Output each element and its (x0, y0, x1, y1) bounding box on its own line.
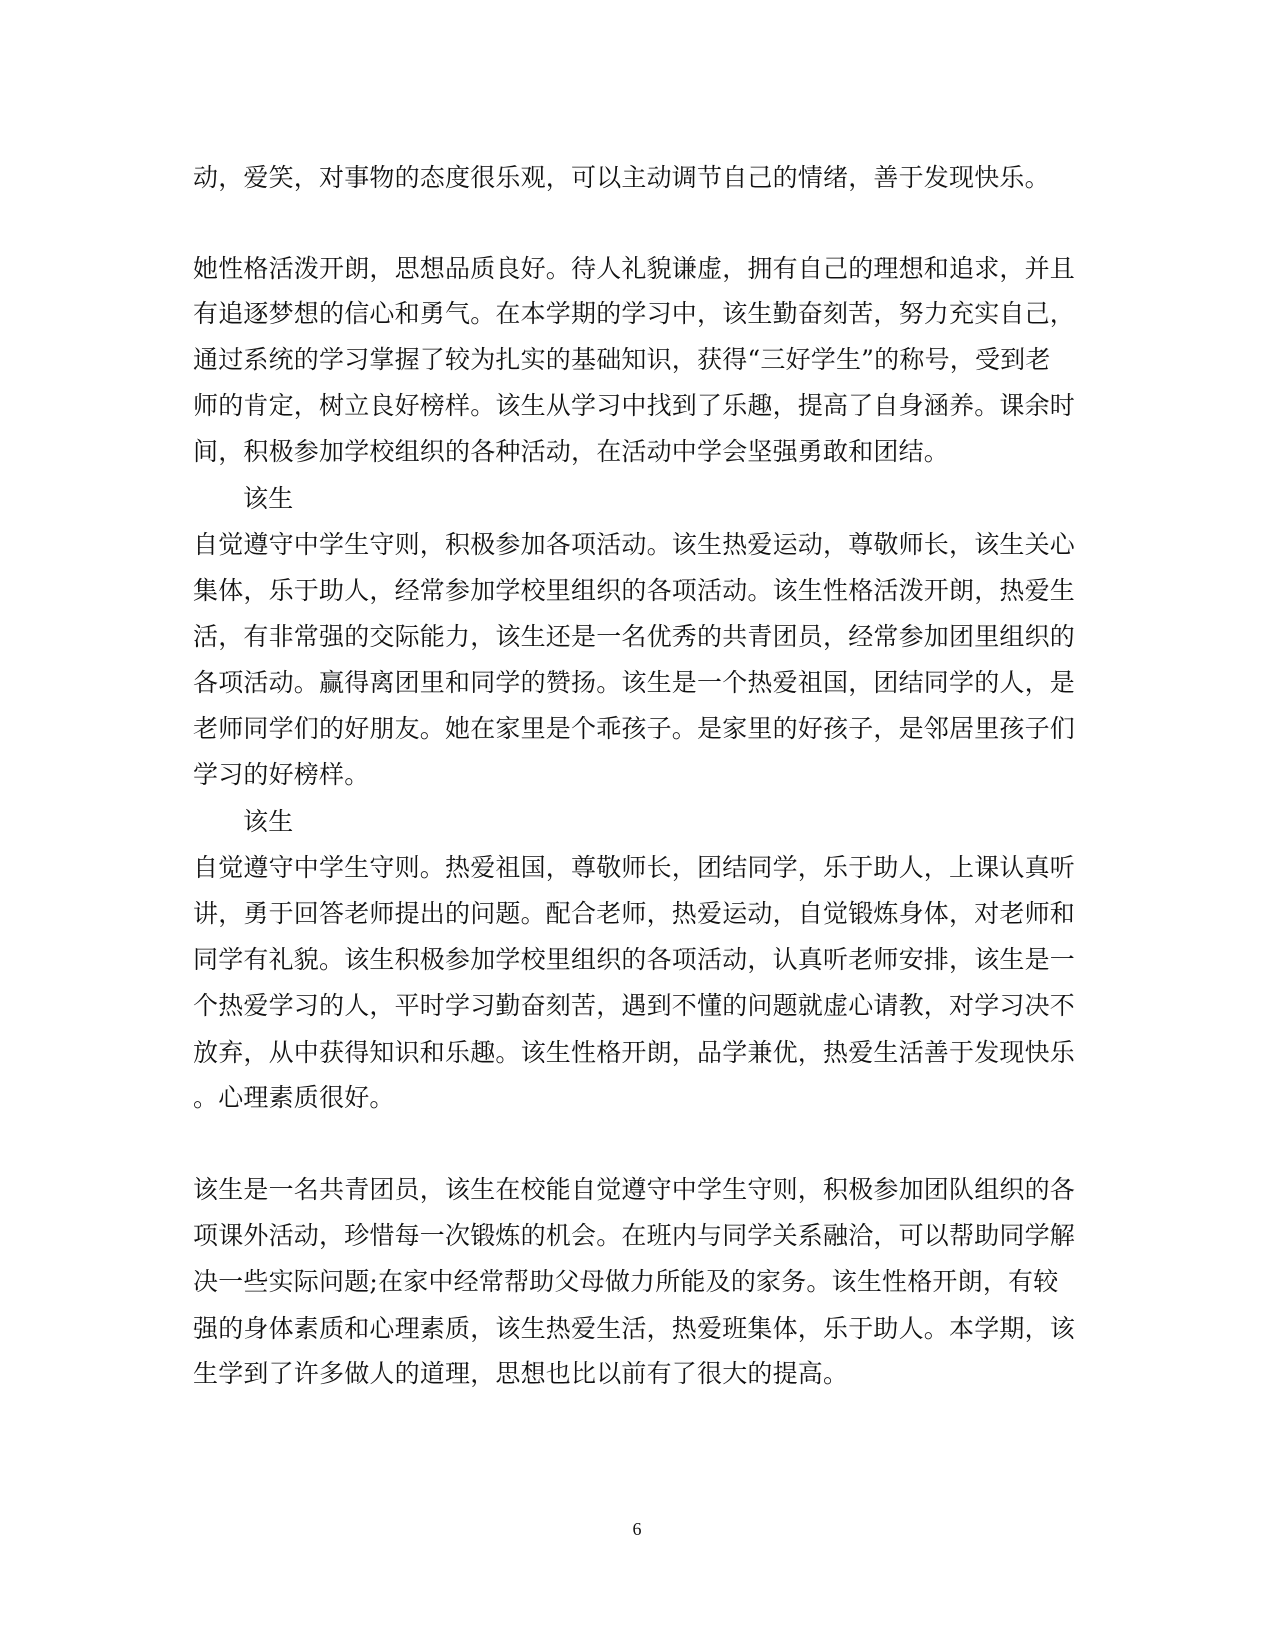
paragraph-heading: 该生 (243, 484, 294, 513)
paragraph-line: 各项活动。赢得离团里和同学的赞扬。该生是一个热爱祖国，团结同学的人，是 (193, 668, 1076, 697)
paragraph-line: 该生是一名共青团员，该生在校能自觉遵守中学生守则，积极参加团队组织的各 (193, 1175, 1076, 1204)
paragraph-line: 决一些实际问题;在家中经常帮助父母做力所能及的家务。该生性格开朗，有较 (193, 1267, 1059, 1296)
paragraph-line: 自觉遵守中学生守则，积极参加各项活动。该生热爱运动，尊敬师长，该生关心 (193, 530, 1076, 559)
paragraph-line: 老师同学们的好朋友。她在家里是个乖孩子。是家里的好孩子，是邻居里孩子们 (193, 714, 1076, 743)
paragraph-line: 有追逐梦想的信心和勇气。在本学期的学习中，该生勤奋刻苦，努力充实自己， (193, 299, 1076, 328)
paragraph-line: 个热爱学习的人，平时学习勤奋刻苦，遇到不懂的问题就虚心请教，对学习决不 (193, 991, 1076, 1020)
paragraph-heading: 该生 (243, 807, 294, 836)
paragraph-line: 生学到了许多做人的道理，思想也比以前有了很大的提高。 (193, 1359, 849, 1388)
paragraph-line: 通过系统的学习掌握了较为扎实的基础知识，获得“三好学生”的称号，受到老 (193, 345, 1051, 374)
paragraph-line: 自觉遵守中学生守则。热爱祖国，尊敬师长，团结同学，乐于助人，上课认真听 (193, 853, 1076, 882)
paragraph-line: 学习的好榜样。 (193, 760, 370, 789)
paragraph-line: 师的肯定，树立良好榜样。该生从学习中找到了乐趣，提高了自身涵养。课余时 (193, 391, 1076, 420)
paragraph-line: 动，爱笑，对事物的态度很乐观，可以主动调节自己的情绪，善于发现快乐。 (193, 163, 1050, 192)
paragraph-line: 间，积极参加学校组织的各种活动，在活动中学会坚强勇敢和团结。 (193, 437, 950, 466)
paragraph-line: 强的身体素质和心理素质，该生热爱生活，热爱班集体，乐于助人。本学期，该 (193, 1314, 1076, 1343)
paragraph-line: 。心理素质很好。 (193, 1083, 395, 1112)
paragraph-line: 项课外活动，珍惜每一次锻炼的机会。在班内与同学关系融洽，可以帮助同学解 (193, 1221, 1076, 1250)
paragraph-line: 集体，乐于助人，经常参加学校里组织的各项活动。该生性格活泼开朗，热爱生 (193, 576, 1076, 605)
paragraph-line: 讲，勇于回答老师提出的问题。配合老师，热爱运动，自觉锻炼身体，对老师和 (193, 899, 1076, 928)
paragraph-line: 放弃，从中获得知识和乐趣。该生性格开朗，品学兼优，热爱生活善于发现快乐 (193, 1038, 1076, 1067)
paragraph-line: 活，有非常强的交际能力，该生还是一名优秀的共青团员，经常参加团里组织的 (193, 622, 1076, 651)
page-number: 6 (632, 1519, 642, 1539)
paragraph-line: 她性格活泼开朗，思想品质良好。待人礼貌谦虚，拥有自己的理想和追求，并且 (193, 254, 1076, 283)
paragraph-line: 同学有礼貌。该生积极参加学校里组织的各项活动，认真听老师安排，该生是一 (193, 945, 1076, 974)
